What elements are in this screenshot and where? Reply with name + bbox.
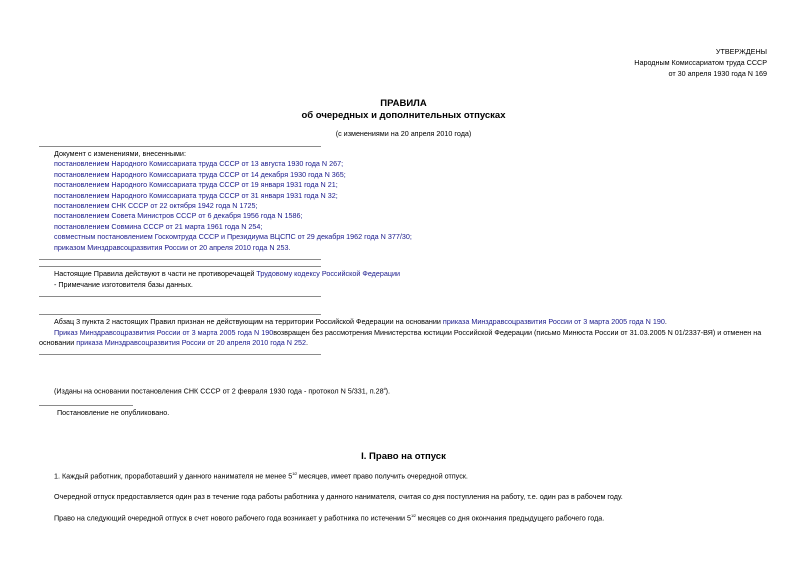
divider <box>39 354 321 355</box>
divider <box>39 259 321 260</box>
invalidity-note <box>39 339 308 346</box>
note-text: Абзац 3 пункта 2 настоящих Правил признан не действующим на территории Российской Федерации на основании <box>54 317 443 326</box>
paragraph-text: месяцев со дня окончания предыдущего рабочего года. <box>415 513 605 523</box>
database-note <box>54 270 400 277</box>
approval-authority: Народным Комиссариатом труда СССР <box>634 58 767 67</box>
paragraph: Очередной отпуск предоставляется один раз в течение года работы работника у данного нанимателя, считая со дня поступления на работу, т.е. один раз в рабочем году. <box>54 492 623 501</box>
paragraph <box>54 472 468 480</box>
paragraph-text: Право на следующий очередной отпуск в счет нового рабочего года возникает у работника по истечении 5 <box>54 513 411 523</box>
footnote: Постановление не опубликовано. <box>57 408 170 417</box>
divider <box>39 314 321 315</box>
changes-heading: Документ с изменениями, внесенными: <box>54 149 186 158</box>
issued-text: (Изданы на основании постановления СНК СССР от 2 февраля 1930 года - протокол N 5/331, п.28 <box>54 386 384 396</box>
change-link[interactable]: постановлением Совета Министров СССР от 6 декабря 1956 года N 1586; <box>54 211 303 220</box>
section-heading: I. Право на отпуск <box>361 451 446 462</box>
change-link[interactable]: приказом Минздравсоцразвития России от 20 апреля 2010 года N 253. <box>54 243 291 252</box>
note-text: возвращен без рассмотрения Министерства юстиции Российской Федерации (письмо Минюста России от 31.03.2005 N 01/2337-ВЯ) и отменен на <box>273 328 762 337</box>
order-252-link[interactable]: приказа Минздравсоцразвития России от 20 апреля 2010 года N 252 <box>76 338 306 347</box>
approval-date: от 30 апреля 1930 года N 169 <box>668 69 767 78</box>
divider <box>39 266 321 267</box>
note-text: Настоящие Правила действуют в части не противоречащей <box>54 269 257 278</box>
change-link[interactable]: постановлением Народного Комиссариата труда СССР от 31 января 1931 года N 32; <box>54 191 338 200</box>
order-190-link[interactable]: Приказ Минздравсоцразвития России от 3 марта 2005 года N 190 <box>54 328 274 337</box>
fraction-superscript: 1/2 <box>410 513 416 518</box>
invalidity-note <box>54 329 761 336</box>
change-link[interactable]: постановлением Народного Комиссариата труда СССР от 19 января 1931 года N 21; <box>54 180 338 189</box>
note-text: основании <box>39 338 77 347</box>
issued-basis <box>54 387 390 395</box>
document-subtitle: об очередных и дополнительных отпусках <box>301 110 506 121</box>
change-link[interactable]: постановлением Совмина СССР от 21 марта 1961 года N 254; <box>54 222 263 231</box>
document-title: ПРАВИЛА <box>380 98 427 109</box>
labor-code-link[interactable]: Трудовому кодексу Российской Федерации <box>256 269 401 278</box>
fraction-superscript: 1/2 <box>292 471 297 476</box>
invalidity-note <box>54 318 667 325</box>
note-text: . <box>305 338 308 347</box>
footnote-divider <box>39 405 133 406</box>
note-text: . <box>664 317 667 326</box>
change-link[interactable]: постановлением Народного Комиссариата труда СССР от 14 декабря 1930 года N 365; <box>54 170 346 179</box>
amendment-date: (с изменениями на 20 апреля 2010 года) <box>335 129 472 138</box>
divider <box>39 296 321 297</box>
approval-status: УТВЕРЖДЕНЫ <box>715 47 767 56</box>
divider <box>39 146 321 147</box>
issued-text-end: ). <box>385 386 390 396</box>
order-190-link[interactable]: приказа Минздравсоцразвития России от 3 марта 2005 года N 190 <box>442 317 665 326</box>
paragraph-text: месяцев, имеет право получить очередной отпуск. <box>296 471 468 481</box>
paragraph-text: 1. Каждый работник, проработавший у данного нанимателя не менее 5 <box>54 471 293 481</box>
change-link[interactable]: постановлением Народного Комиссариата труда СССР от 13 августа 1930 года N 267; <box>54 159 344 168</box>
change-link[interactable]: совместным постановлением Госкомтруда СССР и Президиума ВЦСПС от 29 декабря 1962 года N 377/30; <box>54 232 412 241</box>
note-source: - Примечание изготовителя базы данных. <box>54 280 193 289</box>
paragraph <box>54 514 604 522</box>
footnote-marker: # <box>383 386 386 391</box>
change-link[interactable]: постановлением СНК СССР от 22 октября 1942 года N 1725; <box>54 201 258 210</box>
